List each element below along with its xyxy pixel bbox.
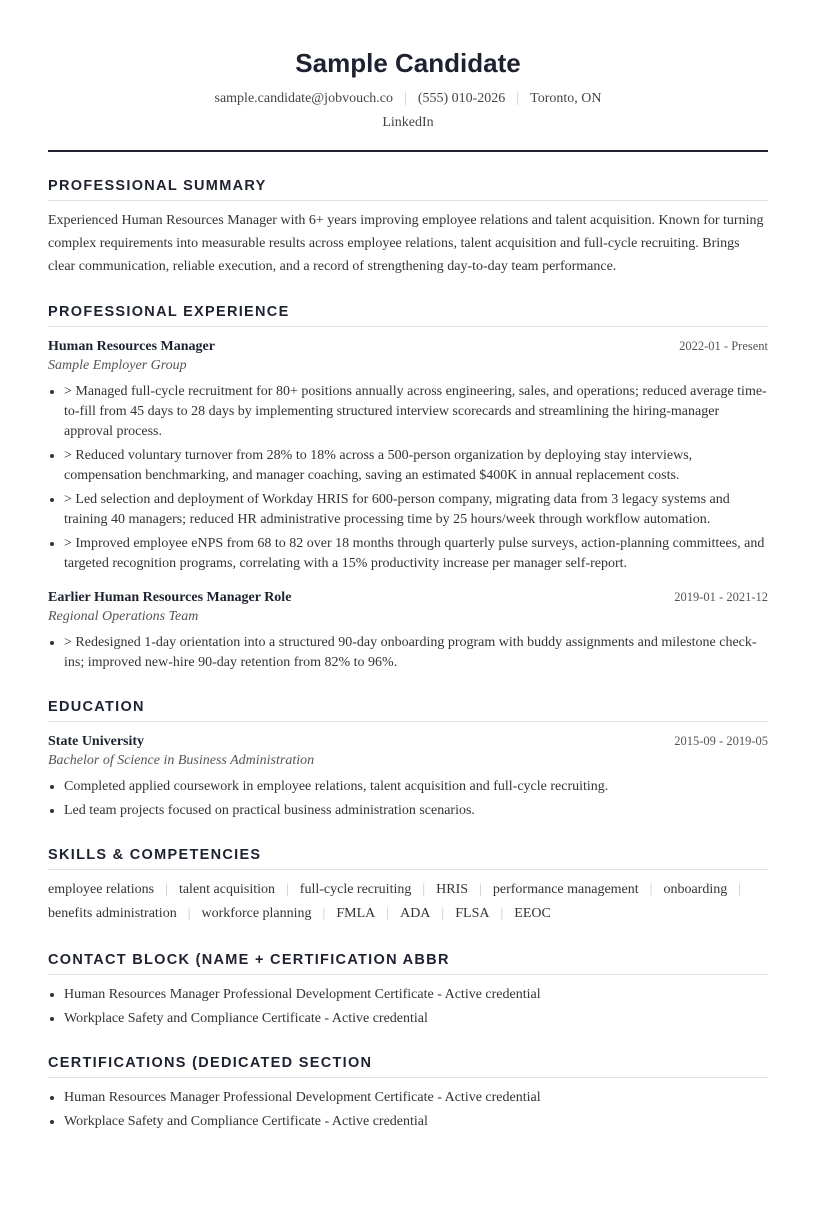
job-bullets	[48, 633, 768, 673]
certification-item: • Human Resources Manager Professional Development Certificate - Active credential	[64, 1088, 768, 1108]
skill-item: ADA	[400, 906, 431, 921]
section-title-contact-block: CONTACT BLOCK (NAME + CERTIFICATION ABBR	[48, 952, 450, 968]
section-divider	[48, 1077, 768, 1078]
skill-separator: |	[738, 882, 742, 897]
header-divider	[48, 150, 768, 152]
linkedin-line	[48, 113, 768, 133]
degree-name: Bachelor of Science in Business Administration	[48, 753, 315, 768]
skill-separator: |	[649, 882, 653, 897]
skill-item: HRIS	[436, 882, 469, 897]
contact-block-list	[48, 985, 768, 1029]
skill-item: workforce planning	[201, 906, 312, 921]
certification-item: • Human Resources Manager Professional Development Certificate - Active credential	[64, 985, 768, 1005]
section-divider	[48, 326, 768, 327]
linkedin-link[interactable]: LinkedIn	[382, 115, 434, 130]
skill-item: performance management	[492, 882, 639, 897]
education-bullets	[48, 777, 768, 821]
school-name: State University	[48, 734, 145, 749]
skill-separator: |	[165, 882, 168, 897]
job-bullet: • > Reduced voluntary turnover from 28% to 18% across a 500-person organization by deploying stay interviews, compensation benchmarking, and manager coaching, saving an estimated $400K in annual replacement costs.	[64, 446, 768, 486]
section-divider	[48, 869, 768, 870]
certifications-section	[48, 1055, 768, 1132]
job-bullets	[48, 382, 768, 574]
job-header	[48, 339, 768, 355]
job-title: Earlier Human Resources Manager Role	[48, 590, 292, 605]
job-bullet: • > Managed full-cycle recruitment for 80+ positions annually across engineering, sales, and operations; reduced average time-to-fill from 45 days to 28 days by implementing structured interview scorecards and streamlining the hiring-manager approval process.	[64, 382, 768, 442]
skill-item: talent acquisition	[178, 882, 275, 897]
skill-separator: |	[386, 906, 390, 921]
skill-item: benefits administration	[48, 906, 177, 921]
skill-item: EEOC	[514, 906, 551, 921]
skill-separator: |	[441, 906, 445, 921]
skill-item: FMLA	[336, 906, 376, 921]
section-title-skills: SKILLS & COMPETENCIES	[48, 847, 262, 863]
skill-separator: |	[322, 906, 326, 921]
contact-separator: |	[404, 91, 407, 106]
education-bullet: • Completed applied coursework in employee relations, talent acquisition and full-cycle recruiting.	[64, 777, 768, 797]
section-title-education: EDUCATION	[48, 699, 145, 715]
job-dates: 2022-01 - Present	[679, 339, 768, 353]
job-dates: 2019-01 - 2021-12	[674, 590, 768, 604]
job-title: Human Resources Manager	[48, 339, 215, 354]
contact-line	[48, 89, 768, 109]
education-header	[48, 734, 768, 750]
education-dates: 2015-09 - 2019-05	[674, 734, 768, 748]
skills-list	[48, 878, 768, 926]
certification-item: • Workplace Safety and Compliance Certificate - Active credential	[64, 1009, 768, 1029]
job-entry	[48, 590, 768, 673]
skill-separator: |	[285, 882, 289, 897]
skill-separator: |	[422, 882, 426, 897]
summary-text: Experienced Human Resources Manager with 6+ years improving employee relations and talent acquisition. Known for turning complex requirements into measurable results across employee relations, talent acquisition and full-cycle recruiting. Brings clear communication, reliable execution, and a record of strengthening day-to-day team performance.	[48, 213, 764, 274]
resume-page	[48, 0, 768, 1132]
skill-item: onboarding	[663, 882, 728, 897]
contact-separator: |	[516, 91, 520, 106]
section-title-experience: PROFESSIONAL EXPERIENCE	[48, 304, 290, 320]
job-bullet: • > Redesigned 1-day orientation into a structured 90-day onboarding program with buddy assignments and milestone check-ins; improved new-hire 90-day retention from 82% to 96%.	[64, 633, 768, 673]
skill-item: FLSA	[455, 906, 490, 921]
section-title-summary: PROFESSIONAL SUMMARY	[48, 178, 267, 194]
certification-item: • Workplace Safety and Compliance Certificate - Active credential	[64, 1112, 768, 1132]
section-divider	[48, 974, 768, 975]
location-text: Toronto, ON	[530, 91, 602, 106]
job-entry	[48, 339, 768, 574]
job-bullet: • > Led selection and deployment of Workday HRIS for 600-person company, migrating data from 3 legacy systems and training 40 managers; reduced HR administrative processing time by 25 hours/week through workflow automation.	[64, 490, 768, 530]
job-header	[48, 590, 768, 606]
skill-item: full-cycle recruiting	[299, 882, 412, 897]
skill-separator: |	[187, 906, 191, 921]
education-section	[48, 699, 768, 821]
skill-separator: |	[500, 906, 504, 921]
summary-section	[48, 178, 768, 278]
candidate-name: Sample Candidate	[295, 48, 521, 78]
skill-item: employee relations	[48, 882, 155, 897]
skill-separator: |	[479, 882, 482, 897]
email-link[interactable]: sample.candidate@jobvouch.co	[214, 91, 393, 106]
section-title-certifications: CERTIFICATIONS (DEDICATED SECTION	[48, 1055, 373, 1071]
skills-section	[48, 847, 768, 926]
education-entry	[48, 734, 768, 821]
employer-name: Sample Employer Group	[48, 358, 187, 373]
section-divider	[48, 200, 768, 201]
job-bullet: • > Improved employee eNPS from 68 to 82 over 18 months through quarterly pulse surveys, action-planning committees, and targeted recognition programs, correlating with a 15% productivity increase per manager self-report.	[64, 534, 768, 574]
contact-block-section	[48, 952, 768, 1029]
section-divider	[48, 721, 768, 722]
certifications-list	[48, 1088, 768, 1132]
experience-section	[48, 304, 768, 673]
phone-text: (555) 010-2026	[417, 91, 506, 106]
education-bullet: • Led team projects focused on practical business administration scenarios.	[64, 801, 768, 821]
employer-name: Regional Operations Team	[48, 609, 199, 624]
